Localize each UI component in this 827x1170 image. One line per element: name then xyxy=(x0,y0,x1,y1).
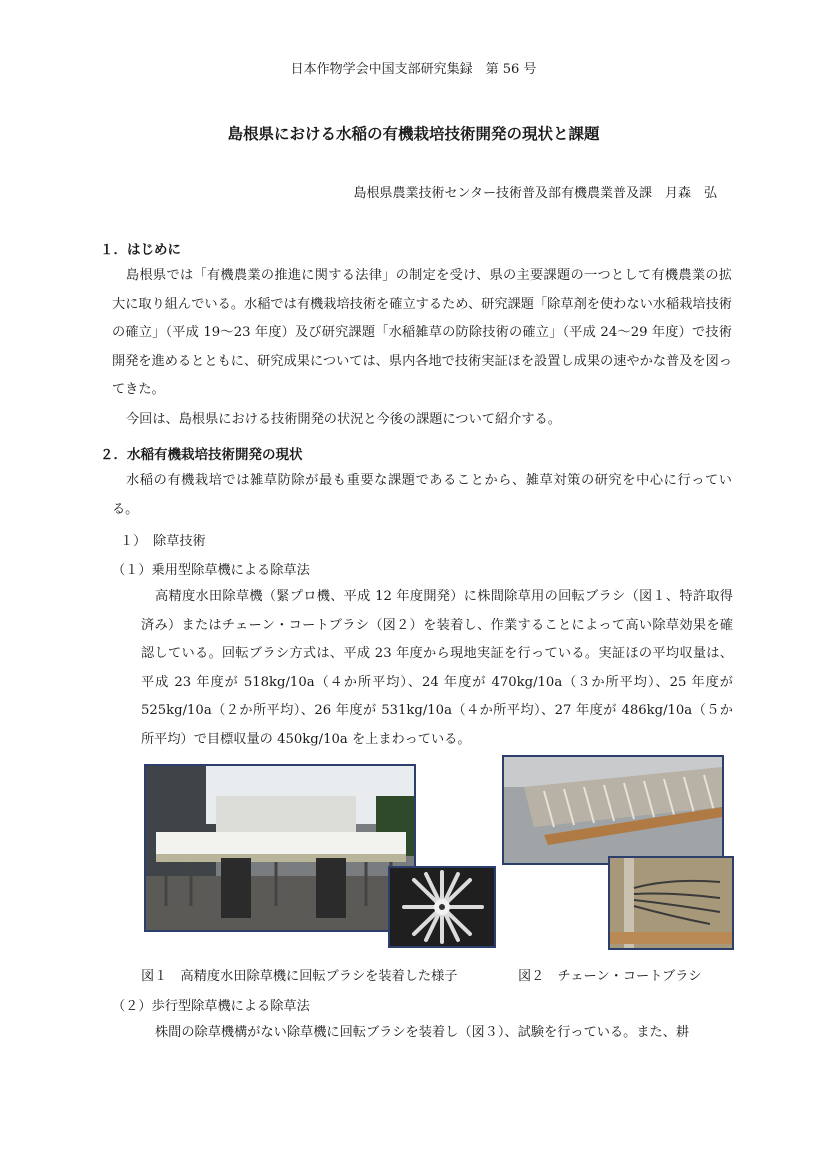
section-1-paragraph-1: 島根県では「有機農業の推進に関する法律」の制定を受け、県の主要課題の一つとして有機農業の拡大に取り組んでいる。水稲では有機栽培技術を確立するため、研究課題「除草剤を使わない水稲栽培技術の確立」（平成 19～23 年度）及び研究課題「水稲雑草の防除技術の確立」（平成 24～29 年度）で技術開発を進めるとともに、研究成果については、県内各地で技術実証ほを設置し成果の速やかな普及を図ってきた。 xyxy=(112,268,732,397)
figure-1-caption: 図１ 高精度水田除草機に回転ブラシを装着した様子 xyxy=(141,969,458,984)
figure-1-photo xyxy=(144,764,416,932)
section-2-paragraph-1: 水稲の有機栽培では雑草防除が最も重要な課題であることから、雑草対策の研究を中心に行っている。 xyxy=(112,473,732,517)
author-affiliation: 島根県農業技術センター技術普及部有機農業普及課 月森 弘 xyxy=(353,186,717,201)
paper-title: 島根県における水稲の有機栽培技術開発の現状と課題 xyxy=(227,125,600,143)
subsection-riding-weeder: （１）乗用型除草機による除草法 xyxy=(112,563,310,578)
riding-weeder-paragraph: 高精度水田除草機（緊プロ機、平成 12 年度開発）に株間除草用の回転ブラシ（図１、特許取得済み）またはチェーン・コートブラシ（図２）を装着し、作業することによって高い除草効果を確認している。回転ブラシ方式は、平成 23 年度から現地実証を行っている。実証ほの平均収量は、平成 23 年度が 518kg/10a（４か所平均）、24 年度が 470kg/10a（３か所平均）、25 年度が 525kg/10a（２か所平均）、26 年度が 531kg/10a（４か所平均）、27 年度が 486kg/10a（５か所平均）で目標収量の 450kg/10a を上まわっている。 xyxy=(141,589,733,747)
rotary-brush-image xyxy=(390,868,494,946)
walking-weeder-paragraph: 株間の除草機構がない除草機に回転ブラシを装着し（図３）、試験を行っている。また、耕 xyxy=(155,1025,690,1040)
subsection-weeding-technology: １） 除草技術 xyxy=(120,534,206,549)
section-1-paragraph-2: 今回は、島根県における技術開発の状況と今後の課題について紹介する。 xyxy=(126,412,561,427)
figure-2-photo xyxy=(502,755,724,865)
section-2-heading: ２．水稲有機栽培技術開発の現状 xyxy=(100,447,303,463)
running-head: 日本作物学会中国支部研究集録 第 56 号 xyxy=(290,62,537,77)
figure-2-caption: 図２ チェーン・コートブラシ xyxy=(518,969,702,984)
figure-2-inset-photo xyxy=(608,856,734,950)
subsection-walking-weeder: （２）歩行型除草機による除草法 xyxy=(112,999,310,1014)
figure-1-weeder-machine-image xyxy=(146,766,414,930)
figure-1-inset-photo xyxy=(388,866,496,948)
chain-detail-image xyxy=(610,858,732,948)
chain-coat-brush-image xyxy=(504,757,722,863)
section-1-heading: １．はじめに xyxy=(100,242,181,258)
